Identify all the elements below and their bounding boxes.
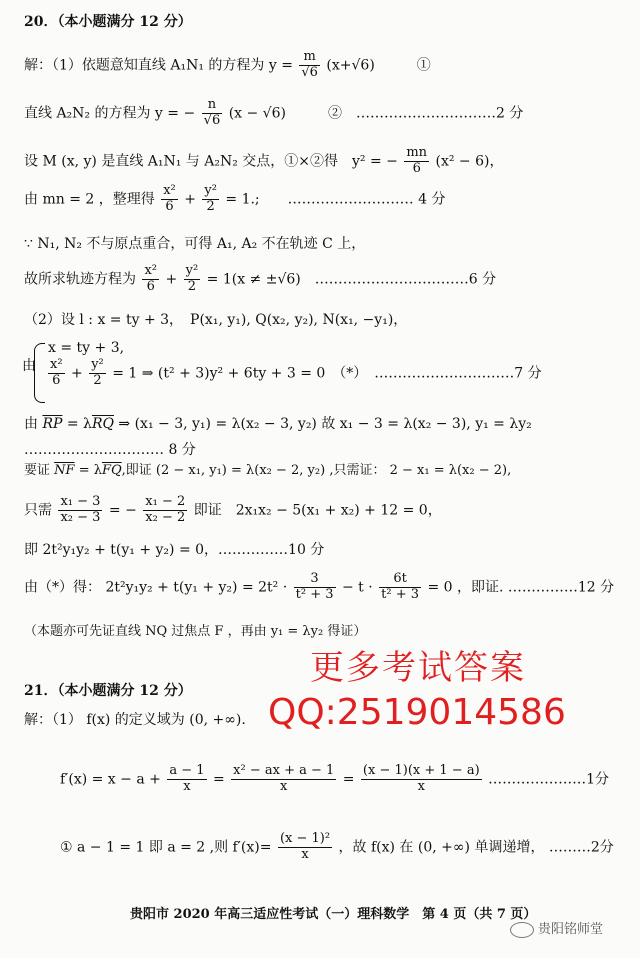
- text: ⇒ (x₁ − 3, y₁) = λ(x₂ − 3, y₂) 故 x₁ − 3 = λ(x₂ − 3), y₁ = λy₂: [113, 416, 532, 432]
- fraction: $\frac{\text{y²}}{2}$: [204, 183, 217, 214]
- text: = 1(x ≠ ±√6) ……………………………6 分: [206, 271, 497, 288]
- text: = λ: [74, 463, 102, 478]
- derivative-line: [60, 764, 609, 795]
- text: …………………1分: [488, 771, 610, 788]
- fraction: $\frac{\text{x²}}{6}$: [144, 263, 157, 294]
- text: (x − √6) ② …………………………2 分: [228, 105, 524, 122]
- solution-line-6: [24, 264, 496, 295]
- text: +: [165, 271, 178, 288]
- solution-line-13: 即 2t²y₁y₂ + t(y₁ + y₂) = 0，……………10 分: [24, 542, 325, 558]
- text: 即证 2x₁x₂ − 5(x₁ + x₂) + 12 = 0，: [193, 502, 442, 519]
- text: +: [184, 191, 196, 208]
- system-prefix: 由: [22, 358, 36, 374]
- problem-20-heading: 20．（本小题满分 12 分）: [24, 14, 192, 30]
- text: 由: [24, 416, 38, 432]
- text: 由（*）得： 2t²y₁y₂ + t(y₁ + y₂) = 2t² ·: [24, 579, 288, 596]
- text: ① a − 1 = 1 即 a = 2 ,则 f′(x)=: [60, 839, 272, 856]
- watermark-line-1: 更多考试答案: [310, 648, 526, 688]
- system-line-2: [46, 358, 542, 389]
- fraction: $\frac{a - 1}{x}$: [169, 763, 205, 794]
- text: = 0 ，即证. ……………12 分: [427, 579, 615, 596]
- fraction: $\frac{m}{√6}$: [301, 49, 318, 80]
- text: 设 M (x, y) 是直线 A₁N₁ 与 A₂N₂ 交点，①×②得 y² = −: [24, 153, 398, 170]
- fraction: $\frac{(x - 1)(x + 1 - a)}{x}$: [362, 763, 480, 794]
- text: ，故 f(x) 在 (0, +∞) 单调递增， ………2分: [338, 839, 614, 856]
- fraction: $\frac{3}{\text{t² + 3}}$: [295, 571, 334, 602]
- text: = 1.; ……………………… 4 分: [225, 191, 446, 208]
- solution-line-7: （2）设 l : x = ty + 3， P(x₁, y₁), Q(x₂, y₂), N(x₁, −y₁)，: [24, 312, 408, 328]
- fraction: $\frac{\text{y²}}{2}$: [91, 357, 104, 388]
- text: =: [342, 771, 355, 788]
- fraction: $\frac{\text{(x − 1)²}}{x}$: [279, 831, 331, 862]
- text: 只需: [24, 502, 52, 519]
- text: − t ·: [341, 579, 373, 596]
- problem-21-heading: 21．（本小题满分 12 分）: [24, 683, 192, 699]
- text: ,即证 (2 − x₁, y₁) = λ(x₂ − 2, y₂) ,只需证： 2 − x₁ = λ(x₂ − 2),: [121, 463, 512, 478]
- text: = λ: [62, 416, 92, 432]
- text: = −: [108, 502, 137, 519]
- watermark-line-2: QQ:2519014586: [268, 692, 566, 733]
- fraction: $\frac{\text{x² − ax + a − 1}}{x}$: [233, 763, 335, 794]
- solution-line-5: ∵ N₁, N₂ 不与原点重合，可得 A₁, A₂ 不在轨迹 C 上，: [24, 236, 366, 252]
- text: f′(x) = x − a +: [60, 771, 161, 788]
- fraction: $\frac{6t}{\text{t² + 3}}$: [381, 571, 419, 602]
- solution-line-10: ………………………… 8 分: [24, 442, 196, 458]
- logo: [510, 918, 603, 938]
- solution-line-3: [24, 146, 504, 177]
- wechat-icon: [510, 922, 534, 938]
- fraction: $\frac{n}{√6}$: [203, 97, 221, 128]
- vector: $\overline{RQ}$: [91, 416, 114, 432]
- system-line-1: x = ty + 3,: [48, 340, 125, 356]
- text: +: [71, 365, 83, 382]
- vector: $\overline{RP}$: [42, 416, 63, 432]
- solution-line-2: [24, 98, 523, 129]
- solution-21-line-1: 解：（1） f(x) 的定义域为 (0, +∞).: [24, 712, 246, 728]
- page-footer: 贵阳市 2020 年高三适应性考试（一）理科数学 第 4 页（共 7 页）: [130, 907, 537, 922]
- fraction: $\frac{\text{x₁ − 2}}{\text{x₂ − 2}}$: [145, 494, 186, 525]
- text: 解：（1）依题意知直线 A₁N₁ 的方程为 y =: [24, 57, 298, 74]
- text: 由 mn = 2 ，整理得: [24, 191, 155, 208]
- solution-line-9: [24, 416, 532, 433]
- text: 故所求轨迹方程为: [24, 271, 136, 288]
- fraction: $\frac{\text{x²}}{6}$: [163, 183, 176, 214]
- fraction: $\frac{\text{x₁ − 3}}{\text{x₂ − 3}}$: [60, 494, 101, 525]
- solution-line-4: [24, 184, 445, 215]
- solution-note: （本题亦可先证直线 NQ 过焦点 F ，再由 y₁ = λy₂ 得证）: [24, 624, 367, 639]
- text: 直线 A₂N₂ 的方程为 y = −: [24, 105, 196, 122]
- solution-line-1: [24, 50, 431, 81]
- text: 要证: [24, 463, 51, 478]
- solution-line-11: [24, 463, 511, 479]
- text: = 1: [112, 365, 138, 382]
- vector: $\overline{NF}$: [54, 463, 75, 478]
- solution-line-12: [24, 495, 442, 526]
- fraction: $\frac{mn}{6}$: [406, 145, 428, 176]
- vector: $\overline{FQ}$: [101, 463, 122, 478]
- text: (x+√6) ①: [326, 57, 431, 74]
- fraction: $\frac{\text{y²}}{2}$: [185, 263, 199, 294]
- fraction: $\frac{\text{x²}}{6}$: [50, 357, 63, 388]
- text: =: [212, 771, 225, 788]
- text: (x² − 6)，: [435, 153, 504, 170]
- solution-line-14: [24, 572, 614, 603]
- logo-text: 贵阳铭师堂: [538, 922, 604, 937]
- text: ⇒ (t² + 3)y² + 6ty + 3 = 0 （*） …………………………7 分: [141, 365, 542, 382]
- case-line-1: [60, 832, 614, 863]
